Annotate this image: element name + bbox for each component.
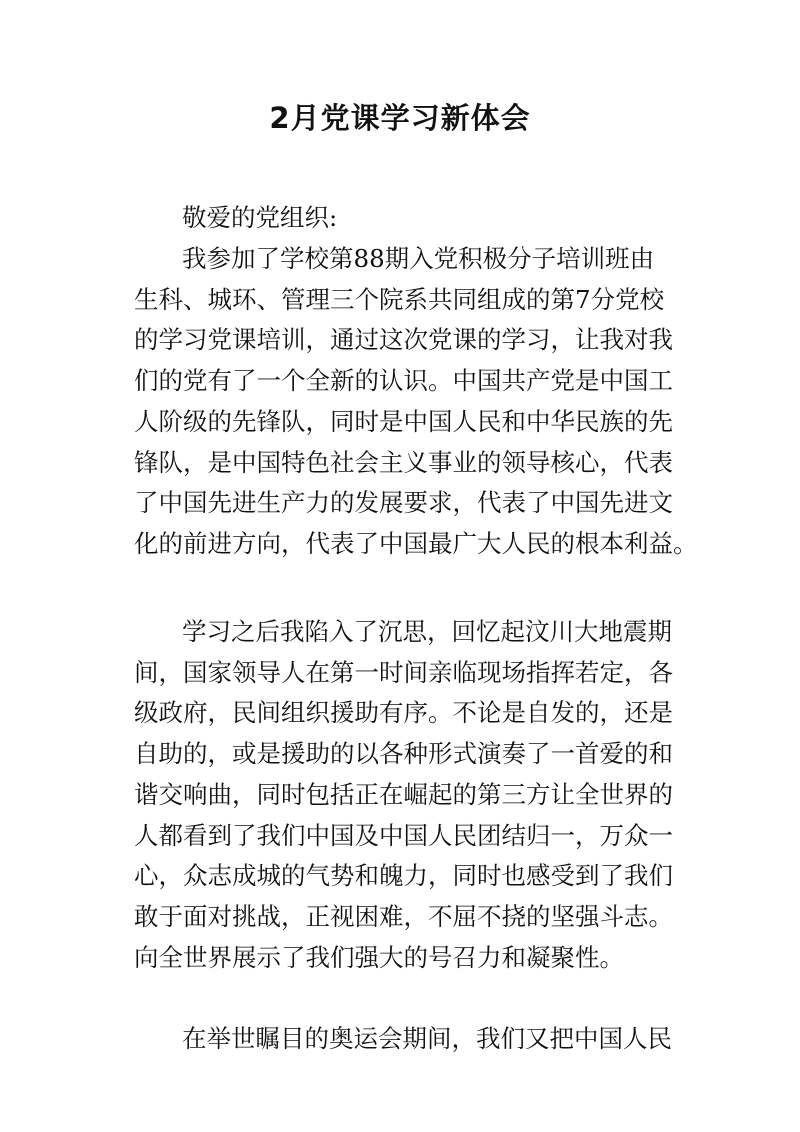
paragraph-line: 生科、城环、管理三个院系共同组成的第7分党校	[134, 284, 665, 314]
paragraph-line: 了中国先进生产力的发展要求，代表了中国先进文	[134, 488, 673, 518]
paragraph-line: 在举世瞩目的奥运会期间，我们又把中国人民	[182, 1024, 672, 1053]
paragraph-line: 化的前进方向，代表了中国最广大人民的根本利益。	[134, 528, 698, 558]
paragraph-line: 谐交响曲，同时包括正在崛起的第三方让全世界的	[134, 779, 673, 809]
paragraph-line: 级政府，民间组织援助有序。不论是自发的，还是	[134, 698, 673, 728]
paragraph-line: 间，国家领导人在第一时间亲临现场指挥若定，各	[134, 657, 673, 687]
paragraph-line: 人都看到了我们中国及中国人民团结归一，万众一	[134, 820, 673, 850]
paragraph-line: 锋队，是中国特色社会主义事业的领导核心，代表	[134, 447, 673, 477]
paragraph-line: 我参加了学校第88期入党积极分子培训班由	[182, 244, 655, 273]
paragraph-1	[134, 239, 698, 565]
paragraph-line: 自助的，或是援助的以各种形式演奏了一首爱的和	[134, 739, 673, 769]
paragraph-line: 心，众志成城的气势和魄力，同时也感受到了我们	[134, 861, 673, 891]
salutation: 敬爱的党组织:	[182, 203, 338, 232]
paragraph-3	[134, 1019, 674, 1060]
paragraph-line: 敢于面对挑战，正视困难，不屈不挠的坚强斗志。	[134, 901, 673, 931]
paragraph-line: 人阶级的先锋队，同时是中国人民和中华民族的先	[134, 406, 673, 436]
salutation-block	[134, 198, 674, 239]
paragraph-line: 们的党有了一个全新的认识。中国共产党是中国工	[134, 366, 673, 396]
document-title: 2月党课学习新体会	[269, 101, 531, 135]
paragraph-line: 向全世界展示了我们强大的号召力和凝聚性。	[134, 942, 624, 972]
paragraph-line: 学习之后我陷入了沉思，回忆起汶川大地震期	[182, 617, 672, 646]
paragraph-line: 的学习党课培训，通过这次党课的学习，让我对我	[134, 325, 673, 355]
paragraph-2	[134, 612, 674, 978]
